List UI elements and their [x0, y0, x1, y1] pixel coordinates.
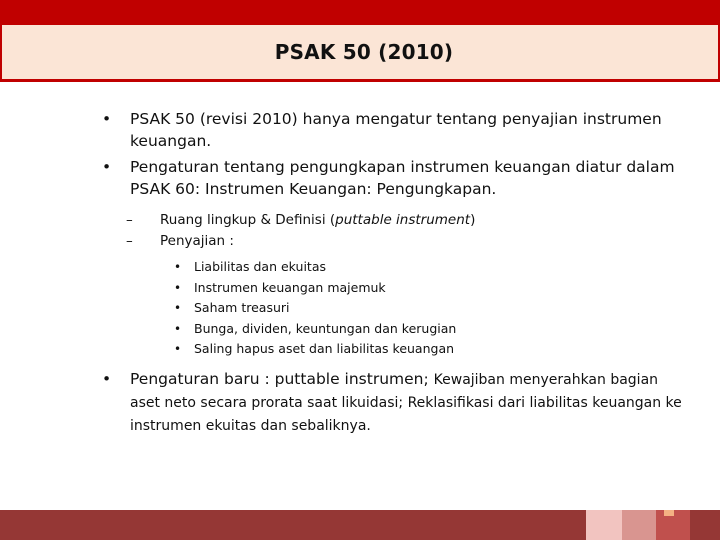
sub-sub-bullet-text: Bunga, dividen, keuntungan dan kerugian	[194, 320, 457, 336]
bullet-glyph: •	[102, 158, 112, 176]
sub-sub-bullet-item	[98, 257, 688, 278]
dash-glyph: –	[126, 212, 133, 228]
strip-segment	[586, 510, 622, 540]
bullet-text: Pengaturan tentang pengungkapan instrumen keuangan diatur dalam PSAK 60: Instrumen Keuangan: Pengungkapan.	[130, 158, 675, 198]
sub-sub-bullet-item	[98, 298, 688, 319]
bullet-glyph: •	[174, 260, 182, 274]
bullet-glyph: •	[102, 369, 112, 388]
bottom-strip	[0, 510, 720, 540]
strip-segment	[690, 510, 720, 540]
sub-bullet-italic: puttable instrument	[335, 212, 471, 228]
sub-sub-bullet-item	[98, 339, 688, 360]
bullet-text-small: Kewajiban menyerahkan bagian aset neto secara prorata saat likuidasi; Reklasifikasi dari liabilitas keuangan ke instrumen ekuitas dan sebaliknya.	[130, 371, 682, 434]
bullet-glyph: •	[174, 321, 182, 336]
bullet-text: Pengaturan baru : puttable instrumen;	[130, 369, 434, 388]
bullet-glyph: •	[102, 110, 112, 128]
sub-bullet-text: Penyajian :	[160, 233, 234, 249]
slide-title: PSAK 50 (2010)	[274, 40, 454, 64]
sub-bullet-item	[98, 231, 688, 252]
sub-bullet-text-end: )	[470, 212, 476, 228]
sub-sub-bullet-text: Liabilitas dan ekuitas	[194, 259, 327, 274]
strip-segment	[622, 510, 656, 540]
sub-sub-bullet-text: Saling hapus aset dan liabilitas keuangan	[194, 341, 455, 356]
strip-accent	[664, 510, 674, 516]
bullet-item	[98, 156, 688, 200]
sub-bullet-text: Ruang lingkup & Definisi (	[160, 212, 336, 228]
bullet-glyph: •	[174, 301, 182, 315]
sub-bullet-item	[98, 210, 688, 231]
dash-glyph: –	[126, 233, 133, 249]
strip-segment	[0, 510, 586, 540]
sub-sub-bullet-text: Saham treasuri	[194, 300, 290, 315]
title-bar	[2, 25, 718, 79]
sub-sub-bullet-item	[98, 319, 688, 340]
bullet-glyph: •	[174, 342, 182, 356]
bullet-item	[98, 368, 688, 437]
sub-sub-bullet-item	[98, 278, 688, 299]
bullet-item	[98, 108, 688, 152]
slide-content	[98, 108, 688, 441]
bullet-glyph: •	[174, 280, 182, 295]
bullet-text: PSAK 50 (revisi 2010) hanya mengatur tentang penyajian instrumen keuangan.	[130, 110, 662, 150]
sub-sub-bullet-text: Instrumen keuangan majemuk	[194, 279, 386, 295]
